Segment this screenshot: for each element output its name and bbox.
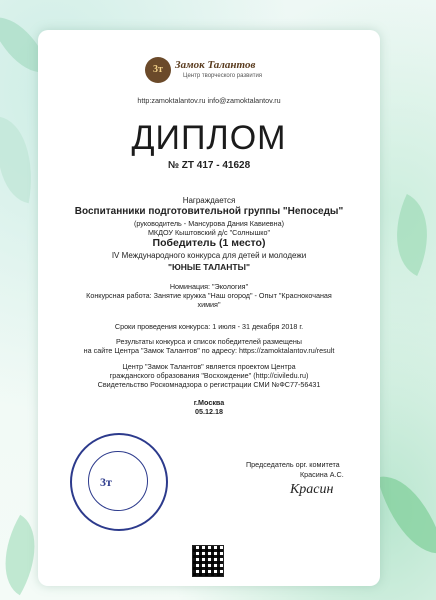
contacts: http:zamoktalantov.ru info@zamoktalantov.ru [137, 96, 281, 105]
leaf-decoration [377, 466, 436, 565]
project-line-3: Свидетельство Роскомнадзора о регистрации СМИ №ФС77-56431 [97, 380, 321, 389]
project-line-1: Центр "Замок Талантов" является проектом Центра [122, 362, 296, 371]
signature: Красин [290, 482, 334, 497]
work-line-1: Конкурсная работа: Занятие кружка "Наш огород" - Опыт "Краснокочаная [86, 291, 332, 300]
place: Победитель (1 место) [152, 237, 266, 249]
nomination: Номинация: "Экология" [169, 282, 249, 291]
logo-subtitle: Центр творческого развития [183, 73, 263, 79]
stamp-inner-ring [88, 451, 148, 511]
signer-name: Красина А.С. [300, 470, 344, 479]
institution: МКДОУ Кыштовский д/с "Солнышко" [147, 228, 271, 237]
diploma-number: № ZT 417 - 41628 [167, 160, 251, 171]
leaf-decoration [0, 117, 43, 203]
logo-mark: 3т [145, 57, 171, 83]
contest-dates: Сроки проведения конкурса: 1 июля - 31 декабря 2018 г. [114, 322, 304, 331]
results-line-2: на сайте Центра "Замок Талантов" по адресу: https://zamoktalantov.ru/result [83, 346, 335, 355]
leader: (руководитель - Мансурова Дания Кавиевна) [133, 219, 284, 228]
city: г.Москва [193, 398, 225, 407]
contest-name: "ЮНЫЕ ТАЛАНТЫ" [168, 262, 250, 272]
awarded-label: Награждается [182, 196, 236, 205]
signer-title: Председатель орг. комитета [246, 460, 340, 469]
logo [145, 57, 275, 87]
work-line-2: химия" [197, 300, 221, 309]
logo-name: Замок Талантов [175, 59, 256, 71]
results-line-1: Результаты конкурса и список победителей размещены [116, 337, 302, 346]
issue-date: 05.12.18 [195, 407, 223, 416]
stamp-seal [70, 433, 168, 531]
stamp-mark: 3т [100, 475, 112, 489]
leaf-decoration [377, 194, 436, 276]
project-line-2: гражданского образования "Восхождение" (http://civiledu.ru) [109, 371, 309, 380]
diploma-title: ДИПЛОМ [131, 119, 287, 157]
contest-line: IV Международного конкурса для детей и молодежи [111, 251, 307, 260]
recipient: Воспитанники подготовительной группы "Непоседы" [74, 206, 344, 217]
qr-code [192, 545, 224, 577]
